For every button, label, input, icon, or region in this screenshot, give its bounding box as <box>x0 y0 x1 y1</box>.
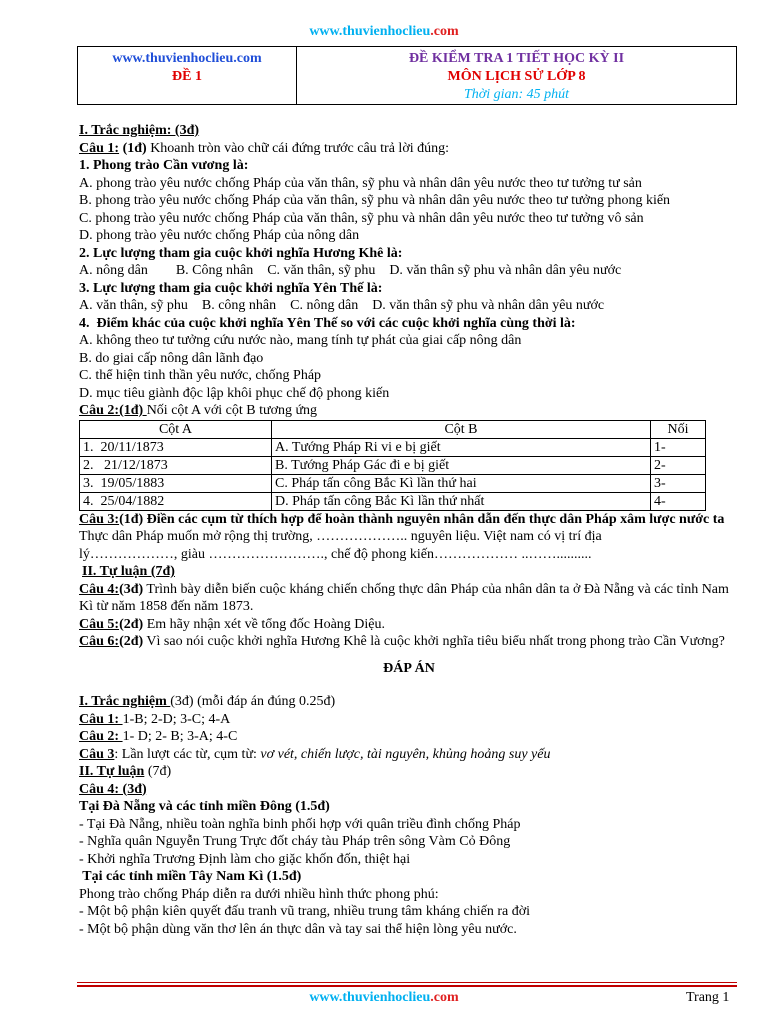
footer-divider-thick <box>77 985 737 987</box>
mcq-3-question: 3. Lực lượng tham gia cuộc khởi nghĩa Yên Thế là: <box>79 280 383 296</box>
question-4-line <box>79 581 739 616</box>
q5-points: (2đ) <box>119 616 144 632</box>
matching-table <box>79 420 706 511</box>
answers-part1-note: (3đ) (mỗi đáp án đúng 0.25đ) <box>170 694 336 709</box>
part1-heading: I. Trắc nghiệm: (3đ) <box>79 123 200 138</box>
q5-text: Em hãy nhận xét về tổng đốc Hoàng Diệu. <box>143 616 386 632</box>
q4-label: Câu 4: <box>79 581 120 597</box>
col-b-cell: B. Tướng Pháp Gác đi e bị giết <box>272 456 651 474</box>
answer-3-text: : Lần lượt các từ, cụm từ: <box>114 746 261 762</box>
table-row <box>80 474 706 492</box>
answer-2-line <box>79 728 739 746</box>
col-a-cell: 3. 19/05/1883 <box>80 474 272 492</box>
mcq-2-options: A. nông dân B. Công nhân C. văn thân, sỹ phu D. văn thân sỹ phu và nhân dân yêu nước <box>79 263 622 278</box>
match-cell[interactable]: 2- <box>651 456 706 474</box>
top-url-prefix: www.thuvienhoclieu <box>309 24 431 39</box>
q5-label: Câu 5: <box>79 616 120 632</box>
exam-code: ĐỀ 1 <box>172 69 202 84</box>
mcq-4-option-b: B. do giai cấp nông dân lãnh đạo <box>79 350 264 366</box>
footer-url-suffix: .com <box>430 990 459 1005</box>
answer-section-1-line: - Tại Đà Nẵng, nhiều toàn nghĩa binh phối hợp với quân triều đình chống Pháp <box>79 816 521 832</box>
footer-site-url[interactable] <box>0 990 768 1006</box>
answer-2-text: 1- D; 2- B; 3-A; 4-C <box>122 729 238 744</box>
match-cell[interactable]: 3- <box>651 474 706 492</box>
col-a-header: Cột A <box>80 420 272 438</box>
answer-3-label: Câu 3 <box>79 746 115 762</box>
col-match-header: Nối <box>651 420 706 438</box>
answer-section-2-line: - Một bộ phận kiên quyết đấu tranh vũ trang, nhiều trung tâm kháng chiến ra đời <box>79 904 531 919</box>
answers-part1-heading-line <box>79 693 739 711</box>
page-number: Trang 1 <box>686 990 730 1005</box>
q1-label: Câu 1: <box>79 140 120 156</box>
answers-part2-heading: II. Tự luận <box>79 764 145 779</box>
footer-divider <box>77 982 737 983</box>
q3-body-line-2: lý………………, giàu ……………………., chế độ phong kiến……………… ..…….......... <box>79 546 592 562</box>
answers-part2-note: (7đ) <box>144 764 172 779</box>
mcq-4-option-a: A. không theo tư tưởng cứu nước nào, mang tính tự phát của giai cấp nông dân <box>79 333 522 348</box>
exam-content <box>79 122 739 938</box>
answer-section-1-line: - Nghĩa quân Nguyễn Trung Trực đốt cháy tàu Pháp trên sông Vàm Cỏ Đông <box>79 834 511 849</box>
answers-part2-heading-line <box>79 763 739 781</box>
header-right-cell <box>297 47 737 105</box>
table-row <box>80 492 706 510</box>
answer-section-2-line: - Một bộ phận dùng văn thơ lên án thực dân và tay sai thể hiện lòng yêu nước. <box>79 921 517 937</box>
matching-header-row <box>80 420 706 438</box>
q6-label: Câu 6: <box>79 634 120 649</box>
answer-1-label: Câu 1: <box>79 711 123 727</box>
q4-text: Trình bày diễn biến cuộc kháng chiến chống thực dân Pháp của nhân dân ta ở Đà Nẵng và các tỉnh Nam Kì từ năm 1858 đến năm 1873. <box>79 581 729 614</box>
q2-points: (1đ) <box>119 403 147 418</box>
answer-section-1-line: - Khởi nghĩa Trương Định làm cho giặc khốn đốn, thiệt hại <box>79 851 411 867</box>
mcq-4-option-c: C. thể hiện tinh thần yêu nước, chống Pháp <box>79 368 322 383</box>
q3-body-line-1: Thực dân Pháp muốn mở rộng thị trường, ……………….. nguyên liệu. Việt nam có vị trí địa <box>79 529 602 544</box>
col-a-cell: 1. 20/11/1873 <box>80 438 272 456</box>
question-2-line <box>79 402 739 420</box>
answer-key-title: ĐÁP ÁN <box>383 660 435 676</box>
answer-section-1-heading: Tại Đà Nẵng và các tỉnh miền Đông (1.5đ) <box>79 799 330 814</box>
q3-text: (1đ) Điền các cụm từ thích hợp để hoàn thành nguyên nhân dẫn đến thực dân Pháp xâm lược nước ta <box>119 511 725 527</box>
header-table <box>77 46 737 105</box>
answer-section-2-line: Phong trào chống Pháp diễn ra dưới nhiều hình thức phong phú: <box>79 886 439 902</box>
top-site-url[interactable] <box>0 24 768 40</box>
col-a-cell: 4. 25/04/1882 <box>80 492 272 510</box>
q1-points: (1đ) <box>119 140 147 156</box>
mcq-1-question: 1. Phong trào Cần vương là: <box>79 158 249 173</box>
q3-label: Câu 3: <box>79 511 120 527</box>
question-3-line <box>79 511 739 529</box>
subject-title: MÔN LỊCH SỬ LỚP 8 <box>447 69 586 84</box>
answer-1-text: 1-B; 2-D; 3-C; 4-A <box>122 711 231 727</box>
mcq-1-option-d: D. phong trào yêu nước chống Pháp của nông dân <box>79 228 360 243</box>
answer-4-label: Câu 4: (3đ) <box>79 781 147 797</box>
header-url[interactable]: www.thuvienhoclieu.com <box>112 51 262 66</box>
answer-3-line <box>79 746 739 764</box>
q6-text: Vì sao nói cuộc khởi nghĩa Hương Khê là cuộc khởi nghĩa tiêu biểu nhất trong phong trào Cần Vương? <box>143 634 725 649</box>
table-row <box>80 456 706 474</box>
match-cell[interactable]: 1- <box>651 438 706 456</box>
col-b-cell: C. Pháp tấn công Bắc Kì lần thứ hai <box>272 474 651 492</box>
q2-text: Nối cột A với cột B tương ứng <box>146 403 318 418</box>
q4-points: (3đ) <box>119 581 144 597</box>
table-row <box>80 438 706 456</box>
footer-url-prefix: www.thuvienhoclieu <box>309 990 431 1005</box>
answer-section-2-heading: Tại các tỉnh miền Tây Nam Kì (1.5đ) <box>79 869 302 884</box>
answer-1-line <box>79 711 739 729</box>
mcq-1-option-c: C. phong trào yêu nước chống Pháp của văn thân, sỹ phu và nhân dân yêu nước theo tư tưởng vô sản <box>79 210 644 226</box>
question-6-line <box>79 633 739 651</box>
mcq-1-option-a: A. phong trào yêu nước chống Pháp của văn thân, sỹ phu và nhân dân yêu nước theo tư tưởng tư sản <box>79 175 642 191</box>
answer-3-italic: vơ vét, chiến lược, tài nguyên, khủng hoảng suy yếu <box>260 746 551 762</box>
col-b-cell: A. Tướng Pháp Ri vi e bị giết <box>272 438 651 456</box>
match-cell[interactable]: 4- <box>651 492 706 510</box>
answer-2-label: Câu 2: <box>79 729 123 744</box>
exam-title: ĐỀ KIỂM TRA 1 TIẾT HỌC KỲ II <box>408 51 625 66</box>
q1-text: Khoanh tròn vào chữ cái đứng trước câu trả lời đúng: <box>146 140 450 156</box>
answers-part1-heading: I. Trắc nghiệm <box>79 694 171 709</box>
col-b-header: Cột B <box>272 420 651 438</box>
mcq-4-question: 4. Điểm khác của cuộc khởi nghĩa Yên Thế so với các cuộc khởi nghĩa cùng thời là: <box>79 315 576 331</box>
col-b-cell: D. Pháp tấn công Bắc Kì lần thứ nhất <box>272 492 651 510</box>
mcq-3-options: A. văn thân, sỹ phu B. công nhân C. nông dân D. văn thân sỹ phu và nhân dân yêu nước <box>79 298 605 313</box>
mcq-1-option-b: B. phong trào yêu nước chống Pháp của văn thân, sỹ phu và nhân dân yêu nước theo tư tưởng phong kiến <box>79 193 671 208</box>
top-url-suffix: .com <box>430 24 459 39</box>
col-a-cell: 2. 21/12/1873 <box>80 456 272 474</box>
mcq-4-option-d: D. mục tiêu giành độc lập khôi phục chế độ phong kiến <box>79 385 390 401</box>
header-left-cell <box>78 47 297 105</box>
question-5-line <box>79 616 739 634</box>
exam-time: Thời gian: 45 phút <box>463 87 570 102</box>
q6-points: (2đ) <box>119 634 144 649</box>
part2-heading: II. Tự luận (7đ) <box>82 564 175 579</box>
question-1-line <box>79 140 739 158</box>
mcq-2-question: 2. Lực lượng tham gia cuộc khởi nghĩa Hương Khê là: <box>79 245 403 261</box>
q2-label: Câu 2: <box>79 403 120 418</box>
